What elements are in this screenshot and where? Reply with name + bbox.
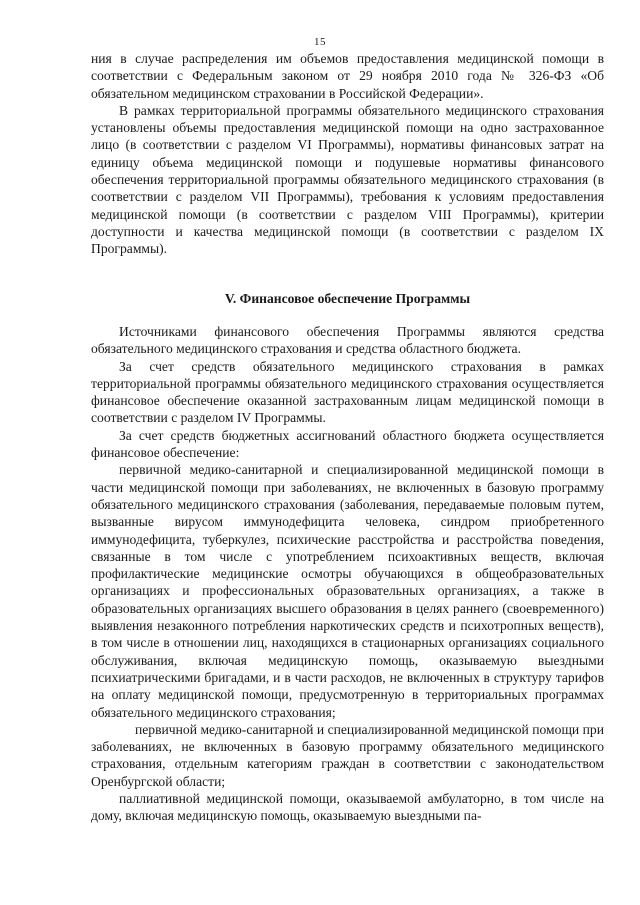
list-item-palliative-care: паллиативной медицинской помощи, оказываемой амбулаторно, в том числе на дому, включая медицинскую помощь, оказываемую выездными па- <box>91 791 604 824</box>
section-body <box>91 323 604 825</box>
list-item-primary-care-categories: первичной медико-санитарной и специализированной медицинской помощи при заболеваниях, не включенных в базовую программу обязательного медицинского страхования, отдельным категориям граждан в соответствии с законодательством Оренбургской области; <box>91 721 604 789</box>
continuation-text-block <box>91 50 604 258</box>
paragraph-oms-funding: За счет средств обязательного медицинского страхования в рамках территориальной программы обязательного медицинского страхования осуществляется финансовое обеспечение оказанной застрахованным лицам медицинской помощи в соответствии с разделом IV Программы. <box>91 358 604 426</box>
section-heading: V. Финансовое обеспечение Программы <box>224 291 471 306</box>
paragraph-funding-sources: Источниками финансового обеспечения Программы являются средства обязательного медицинского страхования и средства областного бюджета. <box>91 324 604 357</box>
list-item-primary-specialized-care: первичной медико-санитарной и специализированной медицинской помощи в части медицинской помощи при заболеваниях, не включенных в базовую программу обязательного медицинского страхования (заболевания, передаваемые половым путем, вызванные вирусом иммунодефицита человека, синдром приобретенного иммунодефицита, туберкулез, психические расстройства и расстройства поведения, связанные в том числе с употреблением психоактивных веществ, включая профилактические медицинские осмотры обучающихся в общеобразовательных организациях и профессиональных образовательных организациях, а также в образовательных организациях высшего образования в целях раннего (своевременного) выявления незаконного потребления наркотических средств и психотропных веществ), в том числе в отношении лиц, находящихся в стационарных организациях социального обслуживания, включая медицинскую помощь, оказываемую выездными психиатрическими бригадами, и в части расходов, не включенных в структуру тарифов на оплату медицинской помощи, предусмотренную в территориальных программах обязательного медицинского страхования; <box>91 462 604 720</box>
paragraph-territorial-program: В рамках территориальной программы обязательного медицинского страхования установлены объемы предоставления медицинской помощи на одно застрахованное лицо (в соответствии с разделом VI Программы), нормативы финансовых затрат на единицу объема медицинской помощи и подушевые нормативы финансового обеспечения территориальной программы обязательного медицинского страхования (в соответствии с разделом VII Программы), требования к условиям предоставления медицинской помощи (в соответствии с разделом VIII Программы), критерии доступности и качества медицинской помощи (в соответствии с разделом IX Программы). <box>91 102 604 257</box>
paragraph-continuation: ния в случае распределения им объемов предоставления медицинской помощи в соответствии с Федеральным законом от 29 ноября 2010 года № 326-ФЗ «Об обязательном медицинском страховании в Российской Федерации». <box>91 51 604 101</box>
paragraph-budget-funding: За счет средств бюджетных ассигнований областного бюджета осуществляется финансовое обеспечение: <box>91 427 604 461</box>
page-number: 15 <box>314 36 326 48</box>
